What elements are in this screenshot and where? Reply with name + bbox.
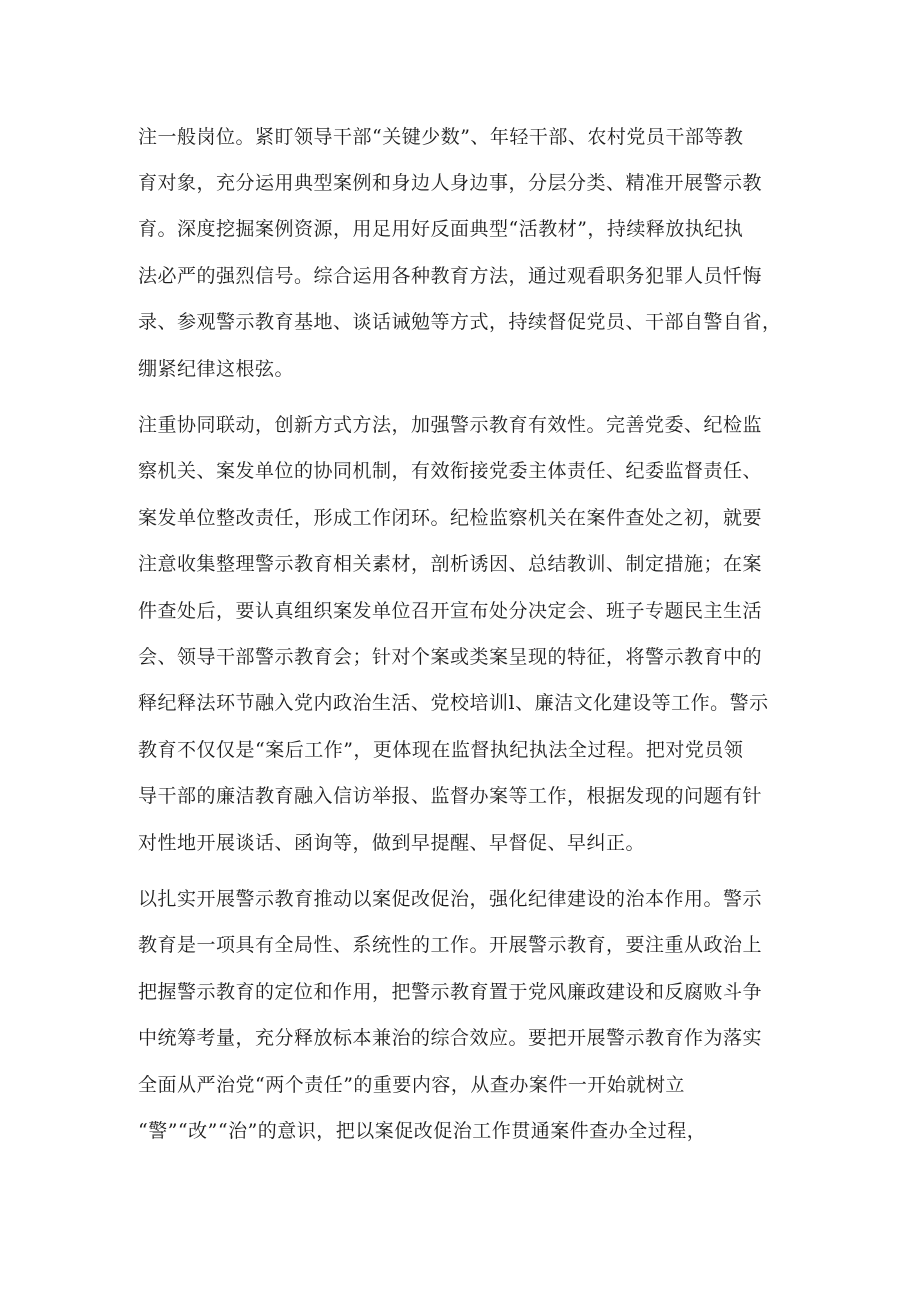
text-line: 对性地开展谈话、函询等，做到早提醒、早督促、早纠正。: [138, 832, 646, 854]
text-line: 育。深度挖掘案例资源，用足用好反面典型“活教材”，持续释放执纪执: [138, 218, 744, 240]
text-line: 录、参观警示教育基地、谈话诫勉等方式，持续督促党员、干部自警自省，: [138, 311, 782, 333]
text-line: 注意收集整理警示教育相关素材，剖析诱因、总结教训、制定措施；在案: [138, 553, 763, 575]
text-line: 注一般岗位。紧盯领导干部“关键少数”、年轻干部、农村党员干部等教: [138, 126, 744, 148]
text-line: 件查处后，要认真组织案发单位召开宣布处分决定会、班子专题民主生活: [138, 600, 763, 622]
text-line: 案发单位整改责任，形成工作闭环。纪检监察机关在案件查处之初，就要: [138, 507, 763, 529]
text-line: 释纪释法环节融入党内政治生活、党校培训l、廉洁文化建设等工作。警示: [138, 692, 769, 714]
text-line: 教育是一项具有全局性、系统性的工作。开展警示教育，要注重从政治上: [138, 934, 763, 956]
text-line: 绷紧纪律这根弦。: [138, 358, 295, 380]
text-line: “警”“改”“治”的意识，把以案促改促治工作贯通案件查办全过程，: [138, 1120, 707, 1142]
text-line: 把握警示教育的定位和作用，把警示教育置于党风廉政建设和反腐败斗争: [138, 981, 763, 1003]
text-line: 会、领导干部警示教育会；针对个案或类案呈现的特征，将警示教育中的: [138, 646, 763, 668]
text-line: 以扎实开展警示教育推动以案促改促治，强化纪律建设的治本作用。警示: [138, 888, 763, 910]
text-line: 育对象，充分运用典型案例和身边人身边事，分层分类、精准开展警示教: [138, 172, 763, 194]
text-line: 全面从严治党“两个责任”的重要内容，从查办案件一开始就树立: [138, 1074, 685, 1096]
text-line: 教育不仅仅是“案后工作”，更体现在监督执纪执法全过程。把对党员领: [138, 739, 744, 761]
text-line: 中统筹考量，充分释放标本兼治的综合效应。要把开展警示教育作为落实: [138, 1027, 763, 1049]
text-line: 法必严的强烈信号。综合运用各种教育方法，通过观看职务犯罪人员忏悔: [138, 265, 763, 287]
text-line: 察机关、案发单位的协同机制，有效衔接党委主体责任、纪委监督责任、: [138, 460, 763, 482]
text-line: 注重协同联动，创新方式方法，加强警示教育有效性。完善党委、纪检监: [138, 414, 763, 436]
text-line: 导干部的廉洁教育融入信访举报、监督办案等工作，根据发现的问题有针: [138, 785, 763, 807]
